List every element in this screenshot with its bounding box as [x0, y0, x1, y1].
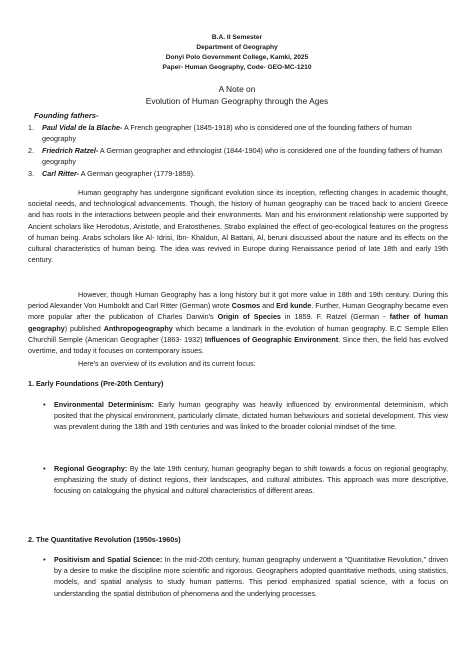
- para2-bold-anthropogeography: Anthropogeography: [103, 323, 173, 333]
- para2-bold-origin: Origin of Species: [217, 312, 281, 322]
- overview-intro: Here's an overview of its evolution and its current focus:: [78, 359, 256, 368]
- para2-text-a: However, though Human Geography has a long history but it got more value in 18th and 19th century. During this period Alexander Von Humboldt and Carl Ritter (German) wrote: [28, 290, 448, 311]
- para2-text-h: . Since then, the field has evolved overtime, and today it focuses on contemporary issues.: [28, 334, 448, 356]
- bullet-environmental-determinism: [54, 399, 448, 433]
- section-heading-quantitative-revolution: 2. The Quantitative Revolution (1950s-1960s): [28, 535, 181, 544]
- title-line-1: A Note on: [218, 84, 256, 94]
- para2-bold-cosmos: Cosmos: [231, 301, 261, 311]
- bullet-icon: •: [43, 464, 46, 473]
- paragraph-intro-history: Human geography has undergone significant evolution since its inception, reflecting changes in academic thought, societal needs, and technological advancements. Though, the history of human geography can be traced back to ancient Greece and has roots in the interactions between people and their environments. Man and his environment relationship were supported by Ancient scholars like Herodotus, Aristotle, and Eratosthenes. Strabo explained the effect of geo-ecological features on the progress of human being. Arabs scholars like Al- Idrisi, Ibn- Khaldun, Al Battani, Al, beruni discussed about the nature and its effects on the cultural characteristics of human being. The idea was revived in Europe during Renaissance period of late 18th and early 19th century.: [28, 188, 448, 265]
- para2-text-c: and: [260, 301, 277, 311]
- header-semester: B.A. II Semester: [211, 34, 263, 41]
- list-number: 3.: [28, 169, 34, 178]
- founder-name: Paul Vidal de la Blache-: [42, 123, 123, 132]
- bullet-text: Early human geography was heavily influenced by environmental determinism, which posited that the physical environment, particularly climate, dictated human behaviours and societal development. This view was prevalent during the 18th and 19th centuries and was linked to the broader colonial mindset of the time.: [54, 400, 449, 432]
- founder-text: A German geographer and ethnologist (1844-1904) who is considered one of the founding fathers of human geography: [42, 146, 442, 167]
- para2-text-d: . Further, Human Geography became even more popular after the publication of Charles Darwin's: [28, 301, 448, 322]
- para2-bold-erdkunde: Erd kunde: [276, 301, 312, 311]
- bullet-positivism-spatial-science: [54, 554, 448, 599]
- header-department: Department of Geography: [196, 44, 278, 51]
- list-number: 1.: [28, 123, 34, 132]
- bullet-title: Environmental Determinism:: [54, 400, 155, 409]
- bullet-icon: •: [43, 400, 46, 409]
- founder-name: Carl Ritter-: [42, 169, 80, 178]
- para2-text-g: which became a landmark in the evolution of human geography. E.C Semple Ellen Churchill Semple (American Geographer (1863- 1932): [28, 323, 448, 344]
- section-heading-early-foundations: 1. Early Foundations (Pre-20th Century): [28, 379, 164, 388]
- para2-text-f: ) published: [64, 323, 104, 333]
- bullet-title: Positivism and Spatial Science:: [54, 555, 163, 564]
- founding-fathers-heading: Founding fathers-: [34, 111, 99, 120]
- founder-name: Friedrich Ratzel-: [42, 146, 99, 155]
- para2-text-e: in 1859. F. Ratzel (German -: [280, 312, 390, 322]
- para2-bold-father: father of human geography: [28, 312, 448, 333]
- bullet-title: Regional Geography:: [54, 464, 128, 473]
- bullet-text: By the late 19th century, human geography began to shift towards a focus on regional geography, emphasizing the study of distinct regions, their landscapes, and cultural attributes. This approach was more descriptive, focusing on cataloguing the physical and cultural characteristics of different areas.: [54, 464, 448, 496]
- founder-text: A German geographer (1779-1859).: [79, 169, 196, 178]
- para2-bold-influences: Influences of Geographic Environment: [204, 334, 339, 344]
- bullet-icon: •: [43, 555, 46, 564]
- bullet-regional-geography: [54, 463, 448, 497]
- list-number: 2.: [28, 146, 34, 155]
- paragraph-humboldt-ratzel: [28, 289, 448, 356]
- header-college: Donyi Polo Government College, Kamki, 2025: [165, 54, 309, 61]
- bullet-text: In the mid-20th century, human geography underwent a "Quantitative Revolution," driven by a desire to make the discipline more scientific and rigorous. Geographers adopted quantitative methods, using statistics, models, and spatial analysis to study human patterns. This period emphasized spatial science, with a focus on understanding the spatial distribution of phenomena and the underlying processes.: [54, 555, 448, 598]
- title-line-2: Evolution of Human Geography through the Ages: [145, 96, 329, 106]
- founder-text: A French geographer (1845-1918) who is considered one of the founding fathers of human geography: [42, 123, 412, 144]
- header-paper: Paper- Human Geography, Code- GEO-MC-1210: [162, 64, 312, 71]
